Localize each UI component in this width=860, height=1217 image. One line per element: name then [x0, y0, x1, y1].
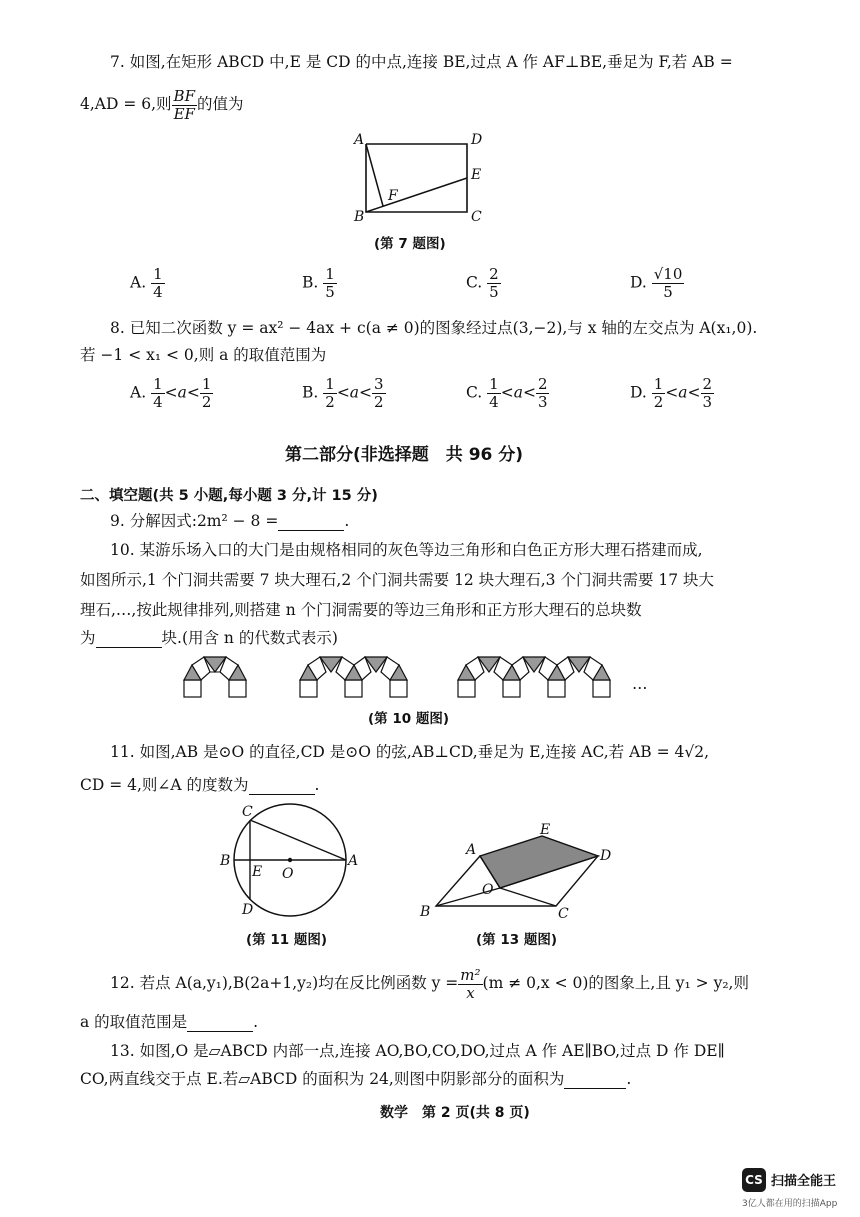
q13-line2: CO,两直线交于点 E.若▱ABCD 的面积为 24,则图中阴影部分的面积为 . [80, 1070, 632, 1088]
q7-segment-af [366, 144, 383, 206]
q11-line2: CD = 4,则∠A 的度数为 . [80, 776, 320, 794]
q9-text: 9. 分解因式:2m² − 8 = [110, 512, 279, 530]
q11-label-a: A [348, 853, 359, 869]
q7-caption: (第 7 题图) [374, 236, 446, 252]
q7-option-d-letter: D. [630, 273, 647, 292]
q7-line2-suffix: 的值为 [196, 95, 244, 113]
q7-label-c: C [471, 209, 482, 225]
q10-line3: 理石,…,按此规律排列,则搭建 n 个门洞需要的等边三角形和正方形大理石的总块数 [80, 601, 642, 619]
q7-label-e: E [471, 167, 482, 183]
scanner-tagline: 3亿人都在用的扫描App [742, 1199, 838, 1209]
q12-line2-text: a 的取值范围是 [80, 1013, 188, 1031]
q8-option-d-lden: 2 [653, 393, 664, 411]
scanner-logo: CS [742, 1168, 766, 1192]
q8-option-a-lden: 4 [153, 393, 163, 411]
q7-option-c-letter: C. [466, 273, 483, 292]
q9-answer-blank[interactable] [278, 530, 344, 531]
q7-frac-num: BF [173, 86, 195, 105]
q11-line2-text: CD = 4,则∠A 的度数为 [80, 776, 249, 794]
q8-option-d-mid: <a< [665, 383, 701, 402]
q11-answer-blank[interactable] [249, 794, 315, 795]
q7-line2 [80, 86, 244, 123]
q10-line4-suffix: 块.(用含 n 的代数式表示) [161, 629, 338, 647]
q11-label-e: E [252, 864, 263, 880]
q11-line1: 11. 如图,AB 是⊙O 的直径,CD 是⊙O 的弦,AB⊥CD,垂足为 E,连接 AC,若 AB = 4√2, [110, 743, 710, 761]
q10-line1: 10. 某游乐场入口的大门是由规格相同的灰色等边三角形和白色正方形大理石搭建而成, [110, 541, 703, 559]
q7-option-a-letter: A. [130, 273, 147, 292]
q7-option-b-letter: B. [302, 273, 319, 292]
q11-caption: (第 11 题图) [246, 932, 328, 948]
q7-rectangle-figure [340, 126, 490, 226]
q8-option-a-rnum: 1 [201, 375, 212, 393]
scanner-app-name: 扫描全能王 [771, 1174, 837, 1189]
page-footer: 数学 第 2 页(共 8 页) [380, 1105, 530, 1121]
q10-line4-prefix: 为 [80, 629, 96, 647]
section2-title: 二、填空题(共 5 小题,每小题 3 分,计 15 分) [80, 488, 378, 504]
q7-option-c [466, 266, 501, 301]
q7-label-b: B [354, 209, 365, 225]
part2-title: 第二部分(非选择题 共 96 分) [285, 445, 524, 465]
q7-frac-den: EF [173, 104, 195, 123]
q12-frac-den: x [466, 983, 475, 1002]
q13-parallelogram-figure [412, 818, 632, 923]
q7-option-b [302, 266, 337, 301]
q7-segment-be [366, 178, 467, 212]
q11-label-b: B [220, 853, 231, 869]
q13-line1: 13. 如图,O 是▱ABCD 内部一点,连接 AO,BO,CO,DO,过点 A 作 AE∥BO,过点 D 作 DE∥ [110, 1042, 725, 1060]
q7-option-c-num: 2 [489, 265, 499, 283]
q7-fraction [172, 88, 197, 123]
q8-option-d-rnum: 2 [702, 375, 713, 393]
q7-label-f: F [388, 188, 398, 204]
q11-label-d: D [242, 902, 254, 918]
q13-label-b: B [420, 904, 431, 920]
q10-gate-1 [184, 657, 246, 697]
q13-label-a: A [466, 842, 477, 858]
q12-line1-suffix: (m ≠ 0,x < 0)的图象上,且 y₁ > y₂,则 [482, 974, 749, 992]
q7-option-d-den: 5 [663, 283, 673, 301]
q10-line4 [80, 628, 338, 648]
q13-label-d: D [600, 848, 612, 864]
q7-line2-prefix: 4,AD = 6,则 [80, 95, 172, 113]
q7-option-b-num: 1 [325, 265, 335, 283]
q8-line1: 8. 已知二次函数 y = ax² − 4ax + c(a ≠ 0)的图象经过点(3,−2),与 x 轴的左交点为 A(x₁,0). [110, 319, 758, 337]
q8-line2: 若 −1 < x₁ < 0,则 a 的取值范围为 [80, 346, 327, 364]
q8-option-b-lnum: 1 [325, 375, 335, 393]
q10-line2: 如图所示,1 个门洞共需要 7 块大理石,2 个门洞共需要 12 块大理石,3 个门洞共需要 17 块大 [80, 571, 715, 589]
q12-answer-blank[interactable] [187, 1031, 253, 1032]
q11-circle-figure [212, 800, 372, 925]
q13-line2-text: CO,两直线交于点 E.若▱ABCD 的面积为 24,则图中阴影部分的面积为 [80, 1070, 565, 1088]
q12-line1 [110, 966, 749, 1002]
q7-option-a-num: 1 [153, 265, 163, 283]
q8-option-d-letter: D. [630, 383, 647, 402]
q11-label-o: O [282, 866, 294, 882]
q13-answer-blank[interactable] [564, 1088, 626, 1089]
q8-option-a-letter: A. [130, 383, 147, 402]
q8-option-d-lnum: 1 [653, 375, 664, 393]
q13-label-c: C [558, 906, 569, 922]
q10-gate-2 [300, 657, 407, 697]
q13-label-o: O [482, 882, 494, 898]
q7-option-b-den: 5 [325, 283, 335, 301]
q13-caption: (第 13 题图) [476, 932, 558, 948]
q8-option-b-lden: 2 [325, 393, 335, 411]
q8-option-c-rden: 3 [537, 393, 548, 411]
q7-option-a-den: 4 [153, 283, 163, 301]
q8-option-a-rden: 2 [201, 393, 212, 411]
q7-line1: 7. 如图,在矩形 ABCD 中,E 是 CD 的中点,连接 BE,过点 A 作 AF⊥BE,垂足为 F,若 AB = [110, 53, 733, 71]
q10-caption: (第 10 题图) [368, 711, 450, 727]
q7-label-d: D [471, 132, 483, 148]
q7-option-c-den: 5 [489, 283, 499, 301]
q8-option-b-mid: <a< [336, 383, 373, 402]
q8-option-d-rden: 3 [702, 393, 713, 411]
q8-option-d [630, 376, 714, 411]
q11-center-dot [288, 858, 292, 862]
q8-option-c-letter: C. [466, 383, 483, 402]
q8-option-a-lnum: 1 [153, 375, 163, 393]
q8-option-b-letter: B. [302, 383, 319, 402]
q12-line1-prefix: 12. 若点 A(a,y₁),B(2a+1,y₂)均在反比例函数 y = [110, 974, 459, 992]
q9-line: 9. 分解因式:2m² − 8 = . [110, 512, 350, 530]
q13-label-e: E [540, 822, 551, 838]
q8-option-c-lnum: 1 [489, 375, 499, 393]
q10-ellipsis: … [632, 675, 648, 693]
q8-option-a-mid: <a< [164, 383, 200, 402]
q8-option-b-rnum: 3 [374, 375, 384, 393]
q7-label-a: A [354, 132, 365, 148]
q13-segment-co [500, 888, 556, 906]
q11-segment-ac [250, 820, 346, 860]
q8-option-a [130, 376, 213, 411]
q11-label-c: C [242, 804, 253, 820]
q12-line2: a 的取值范围是 . [80, 1013, 259, 1031]
q7-option-a [130, 266, 165, 301]
q7-option-d-num: √10 [653, 265, 683, 283]
q8-option-b-rden: 2 [374, 393, 384, 411]
q8-option-c-lden: 4 [489, 393, 499, 411]
q7-option-d [630, 266, 684, 301]
q10-gate-3 [458, 657, 610, 697]
q12-frac-num: m² [460, 965, 481, 984]
q8-option-c-mid: <a< [500, 383, 536, 402]
q8-option-b [302, 376, 386, 411]
q8-option-c [466, 376, 549, 411]
q10-gate-figure [180, 652, 620, 702]
q8-option-c-rnum: 2 [537, 375, 548, 393]
q10-answer-blank[interactable] [96, 647, 162, 648]
